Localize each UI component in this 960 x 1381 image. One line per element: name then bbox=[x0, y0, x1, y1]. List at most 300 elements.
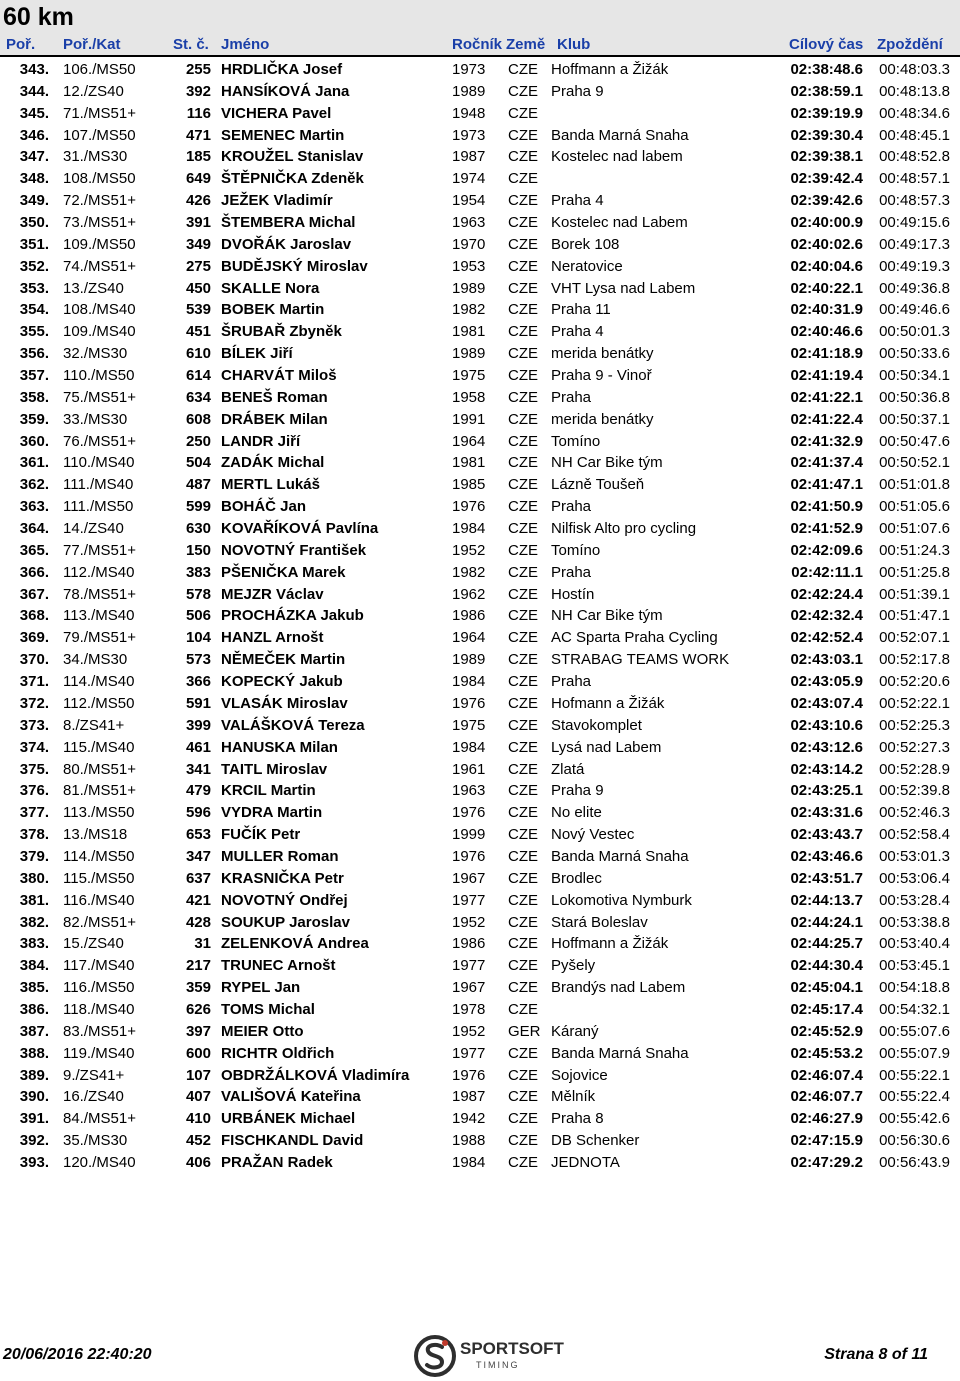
table-row bbox=[0, 890, 960, 912]
cell-category: 9./ZS41+ bbox=[63, 1066, 125, 1084]
cell-year: 1952 bbox=[452, 1022, 486, 1040]
cell-year: 1961 bbox=[452, 760, 486, 778]
cell-club: Praha bbox=[551, 673, 592, 691]
header-country: Země bbox=[506, 36, 546, 53]
cell-country: CZE bbox=[508, 847, 538, 865]
cell-year: 1982 bbox=[452, 301, 486, 319]
table-row bbox=[0, 518, 960, 540]
cell-position: 366. bbox=[19, 563, 49, 581]
cell-year: 1984 bbox=[452, 1153, 486, 1171]
header-club: Klub bbox=[557, 36, 591, 53]
cell-category: 72./MS51+ bbox=[63, 192, 136, 210]
cell-bib: 383 bbox=[185, 563, 211, 581]
cell-category: 115./MS40 bbox=[63, 738, 135, 756]
cell-country: CZE bbox=[508, 1153, 538, 1171]
cell-position: 389. bbox=[19, 1066, 49, 1084]
cell-year: 1970 bbox=[452, 235, 486, 253]
cell-name: RYPEL Jan bbox=[221, 979, 301, 997]
cell-name: ZELENKOVÁ Andrea bbox=[221, 935, 369, 953]
cell-country: CZE bbox=[508, 1132, 538, 1150]
cell-delay: 00:51:25.8 bbox=[879, 563, 950, 581]
cell-time: 02:38:59.1 bbox=[790, 82, 863, 100]
cell-country: CZE bbox=[508, 432, 538, 450]
cell-bib: 397 bbox=[185, 1022, 211, 1040]
cell-year: 1976 bbox=[452, 847, 486, 865]
cell-club: Lysá nad Labem bbox=[551, 738, 662, 756]
cell-category: 73./MS51+ bbox=[63, 214, 136, 232]
table-row bbox=[0, 977, 960, 999]
cell-category: 16./ZS40 bbox=[63, 1088, 124, 1106]
table-row bbox=[0, 431, 960, 453]
cell-position: 343. bbox=[19, 61, 49, 78]
cell-delay: 00:48:57.3 bbox=[879, 192, 950, 210]
cell-country: CZE bbox=[508, 126, 538, 144]
cell-position: 354. bbox=[19, 301, 49, 319]
cell-country: CZE bbox=[508, 520, 538, 538]
cell-bib: 451 bbox=[185, 323, 211, 341]
cell-year: 1948 bbox=[452, 104, 486, 122]
cell-bib: 626 bbox=[185, 1000, 211, 1018]
cell-country: CZE bbox=[508, 214, 538, 232]
cell-delay: 00:53:38.8 bbox=[879, 913, 950, 931]
cell-delay: 00:51:39.1 bbox=[879, 585, 950, 603]
cell-year: 1976 bbox=[452, 1066, 486, 1084]
cell-position: 384. bbox=[19, 957, 49, 975]
cell-position: 357. bbox=[19, 367, 49, 385]
cell-position: 375. bbox=[19, 760, 49, 778]
cell-delay: 00:48:52.8 bbox=[879, 148, 950, 166]
cell-delay: 00:52:17.8 bbox=[879, 651, 950, 669]
cell-country: CZE bbox=[508, 1088, 538, 1106]
cell-name: PRAŽAN Radek bbox=[221, 1153, 333, 1171]
cell-delay: 00:50:52.1 bbox=[879, 454, 950, 472]
cell-delay: 00:54:32.1 bbox=[879, 1000, 950, 1018]
cell-club: Banda Marná Snaha bbox=[551, 1044, 689, 1062]
cell-year: 1964 bbox=[452, 432, 486, 450]
cell-category: 112./MS40 bbox=[63, 563, 135, 581]
table-row bbox=[0, 1130, 960, 1152]
cell-year: 1967 bbox=[452, 979, 486, 997]
table-row bbox=[0, 715, 960, 737]
cell-name: MULLER Roman bbox=[221, 847, 339, 865]
cell-year: 1975 bbox=[452, 716, 486, 734]
cell-position: 393. bbox=[19, 1153, 49, 1171]
cell-bib: 341 bbox=[185, 760, 211, 778]
cell-name: URBÁNEK Michael bbox=[221, 1110, 356, 1128]
cell-delay: 00:51:01.8 bbox=[879, 476, 950, 494]
cell-bib: 504 bbox=[185, 454, 211, 472]
cell-club: JEDNOTA bbox=[551, 1153, 620, 1171]
cell-category: 79./MS51+ bbox=[63, 629, 136, 647]
cell-name: MEIER Otto bbox=[221, 1022, 304, 1040]
cell-time: 02:38:48.6 bbox=[790, 61, 863, 78]
cell-year: 1987 bbox=[452, 148, 486, 166]
cell-year: 1958 bbox=[452, 388, 486, 406]
cell-position: 386. bbox=[19, 1000, 49, 1018]
cell-position: 377. bbox=[19, 804, 49, 822]
cell-club: STRABAG TEAMS WORK bbox=[551, 651, 730, 669]
cell-country: CZE bbox=[508, 629, 538, 647]
cell-name: HANSÍKOVÁ Jana bbox=[221, 82, 350, 100]
cell-position: 365. bbox=[19, 541, 49, 559]
cell-name: TRUNEC Arnošt bbox=[221, 957, 336, 975]
table-row bbox=[0, 146, 960, 168]
cell-category: 15./ZS40 bbox=[63, 935, 124, 953]
cell-country: CZE bbox=[508, 367, 538, 385]
cell-bib: 471 bbox=[185, 126, 211, 144]
cell-position: 348. bbox=[19, 170, 49, 188]
cell-name: ŠTEMBERA Michal bbox=[221, 214, 356, 232]
cell-category: 111./MS50 bbox=[63, 498, 134, 516]
cell-position: 383. bbox=[19, 935, 49, 953]
header-pos: Poř. bbox=[6, 36, 36, 53]
cell-bib: 185 bbox=[185, 148, 211, 166]
cell-position: 380. bbox=[19, 869, 49, 887]
cell-time: 02:43:51.7 bbox=[790, 869, 863, 887]
cell-bib: 614 bbox=[185, 367, 211, 385]
cell-club: Pyšely bbox=[551, 957, 596, 975]
cell-bib: 591 bbox=[185, 694, 211, 712]
cell-club: Praha 9 bbox=[551, 82, 604, 100]
cell-club: Praha 8 bbox=[551, 1110, 604, 1128]
cell-delay: 00:53:28.4 bbox=[879, 891, 950, 909]
cell-year: 1977 bbox=[452, 957, 486, 975]
cell-position: 379. bbox=[19, 847, 49, 865]
cell-name: SOUKUP Jaroslav bbox=[221, 913, 350, 931]
cell-country: CZE bbox=[508, 651, 538, 669]
table-row bbox=[0, 605, 960, 627]
cell-name: BOHÁČ Jan bbox=[221, 498, 307, 516]
table-row bbox=[0, 1043, 960, 1065]
results-table bbox=[0, 59, 960, 1174]
cell-name: ŠRUBAŘ Zbyněk bbox=[221, 323, 342, 341]
cell-time: 02:41:50.9 bbox=[790, 498, 863, 516]
cell-bib: 608 bbox=[185, 410, 211, 428]
table-row bbox=[0, 846, 960, 868]
cell-name: MERTL Lukáš bbox=[221, 476, 320, 494]
cell-country: CZE bbox=[508, 301, 538, 319]
table-row bbox=[0, 409, 960, 431]
cell-club: Lázně Toušeň bbox=[551, 476, 645, 494]
cell-name: NOVOTNÝ František bbox=[221, 541, 367, 559]
cell-position: 356. bbox=[19, 345, 49, 363]
cell-bib: 406 bbox=[185, 1153, 211, 1171]
cell-time: 02:40:22.1 bbox=[790, 279, 863, 297]
cell-year: 1989 bbox=[452, 279, 486, 297]
cell-club: Hoffmann a Žižák bbox=[551, 935, 669, 953]
cell-country: CZE bbox=[508, 345, 538, 363]
cell-time: 02:41:22.4 bbox=[790, 410, 863, 428]
cell-country: CZE bbox=[508, 716, 538, 734]
cell-name: BÍLEK Jiří bbox=[221, 345, 293, 363]
cell-country: CZE bbox=[508, 104, 538, 122]
cell-time: 02:42:11.1 bbox=[791, 563, 863, 581]
cell-bib: 349 bbox=[185, 235, 211, 253]
cell-bib: 539 bbox=[185, 301, 211, 319]
cell-delay: 00:51:47.1 bbox=[879, 607, 950, 625]
table-row bbox=[0, 234, 960, 256]
cell-bib: 634 bbox=[185, 388, 211, 406]
cell-club: Tomíno bbox=[551, 541, 601, 559]
table-row bbox=[0, 1108, 960, 1130]
cell-club: Lokomotiva Nymburk bbox=[551, 891, 692, 909]
cell-category: 114./MS50 bbox=[63, 847, 135, 865]
cell-country: CZE bbox=[508, 235, 538, 253]
cell-delay: 00:50:33.6 bbox=[879, 345, 950, 363]
cell-bib: 250 bbox=[185, 432, 211, 450]
table-row bbox=[0, 540, 960, 562]
cell-name: HRDLIČKA Josef bbox=[221, 61, 343, 78]
cell-position: 349. bbox=[19, 192, 49, 210]
cell-time: 02:46:27.9 bbox=[790, 1110, 863, 1128]
cell-category: 106./MS50 bbox=[63, 61, 136, 78]
cell-delay: 00:51:24.3 bbox=[879, 541, 950, 559]
cell-category: 109./MS40 bbox=[63, 323, 136, 341]
cell-time: 02:39:19.9 bbox=[790, 104, 863, 122]
cell-club: NH Car Bike tým bbox=[551, 607, 663, 625]
cell-position: 369. bbox=[19, 629, 49, 647]
cell-position: 347. bbox=[19, 148, 49, 166]
cell-position: 371. bbox=[19, 673, 49, 691]
cell-bib: 217 bbox=[185, 957, 211, 975]
cell-position: 382. bbox=[19, 913, 49, 931]
cell-year: 1988 bbox=[452, 1132, 486, 1150]
cell-delay: 00:55:07.9 bbox=[879, 1044, 950, 1062]
cell-year: 1982 bbox=[452, 563, 486, 581]
cell-time: 02:46:07.7 bbox=[790, 1088, 863, 1106]
cell-time: 02:41:22.1 bbox=[790, 388, 863, 406]
cell-year: 1989 bbox=[452, 82, 486, 100]
table-row bbox=[0, 584, 960, 606]
cell-delay: 00:52:27.3 bbox=[879, 738, 950, 756]
cell-position: 367. bbox=[19, 585, 49, 603]
cell-category: 110./MS50 bbox=[63, 367, 135, 385]
cell-position: 355. bbox=[19, 323, 49, 341]
cell-name: KOVAŘÍKOVÁ Pavlína bbox=[221, 520, 379, 538]
table-row bbox=[0, 1021, 960, 1043]
cell-club: AC Sparta Praha Cycling bbox=[551, 629, 718, 647]
cell-time: 02:44:25.7 bbox=[790, 935, 863, 953]
cell-country: CZE bbox=[508, 957, 538, 975]
cell-club: Stavokomplet bbox=[551, 716, 642, 734]
cell-category: 71./MS51+ bbox=[63, 104, 136, 122]
table-row bbox=[0, 1152, 960, 1174]
cell-name: KOPECKÝ Jakub bbox=[221, 673, 343, 691]
table-row bbox=[0, 321, 960, 343]
cell-country: CZE bbox=[508, 1000, 538, 1018]
cell-bib: 506 bbox=[185, 607, 211, 625]
cell-category: 108./MS40 bbox=[63, 301, 136, 319]
cell-year: 1986 bbox=[452, 935, 486, 953]
cell-time: 02:43:14.2 bbox=[790, 760, 863, 778]
cell-name: KRCIL Martin bbox=[221, 782, 316, 800]
cell-category: 113./MS40 bbox=[63, 607, 135, 625]
cell-category: 14./ZS40 bbox=[63, 520, 124, 538]
cell-category: 80./MS51+ bbox=[63, 760, 136, 778]
cell-name: PŠENIČKA Marek bbox=[221, 563, 346, 581]
cell-year: 1964 bbox=[452, 629, 486, 647]
cell-country: CZE bbox=[508, 82, 538, 100]
cell-country: CZE bbox=[508, 388, 538, 406]
table-row bbox=[0, 256, 960, 278]
cell-name: KROUŽEL Stanislav bbox=[221, 148, 364, 166]
cell-category: 110./MS40 bbox=[63, 454, 135, 472]
cell-position: 364. bbox=[19, 520, 49, 538]
cell-country: GER bbox=[508, 1022, 541, 1040]
cell-delay: 00:48:57.1 bbox=[879, 170, 950, 188]
table-row bbox=[0, 168, 960, 190]
cell-club: Borek 108 bbox=[551, 235, 620, 253]
header-name: Jméno bbox=[221, 36, 270, 53]
cell-bib: 450 bbox=[185, 279, 211, 297]
cell-delay: 00:56:43.9 bbox=[879, 1153, 950, 1171]
cell-time: 02:45:53.2 bbox=[790, 1044, 863, 1062]
cell-category: 34./MS30 bbox=[63, 651, 128, 669]
cell-time: 02:47:29.2 bbox=[790, 1153, 863, 1171]
cell-country: CZE bbox=[508, 541, 538, 559]
cell-club: Brodlec bbox=[551, 869, 602, 887]
table-row bbox=[0, 824, 960, 846]
cell-position: 392. bbox=[19, 1132, 49, 1150]
cell-time: 02:39:38.1 bbox=[790, 148, 863, 166]
table-row bbox=[0, 103, 960, 125]
cell-time: 02:39:42.6 bbox=[790, 192, 863, 210]
cell-club: Hoffmann a Žižák bbox=[551, 61, 669, 78]
cell-time: 02:40:46.6 bbox=[790, 323, 863, 341]
cell-position: 387. bbox=[19, 1022, 49, 1040]
cell-year: 1967 bbox=[452, 869, 486, 887]
cell-time: 02:42:32.4 bbox=[790, 607, 863, 625]
table-row bbox=[0, 81, 960, 103]
page-title: 60 km bbox=[3, 3, 74, 31]
cell-time: 02:44:13.7 bbox=[790, 891, 863, 909]
cell-time: 02:40:02.6 bbox=[790, 235, 863, 253]
cell-club: Praha 9 bbox=[551, 782, 604, 800]
cell-country: CZE bbox=[508, 454, 538, 472]
cell-country: CZE bbox=[508, 498, 538, 516]
cell-delay: 00:54:18.8 bbox=[879, 979, 950, 997]
table-row bbox=[0, 627, 960, 649]
cell-delay: 00:55:22.4 bbox=[879, 1088, 950, 1106]
cell-delay: 00:52:22.1 bbox=[879, 694, 950, 712]
cell-country: CZE bbox=[508, 673, 538, 691]
cell-category: 111./MS40 bbox=[63, 476, 134, 494]
cell-bib: 599 bbox=[185, 498, 211, 516]
cell-position: 390. bbox=[19, 1088, 49, 1106]
table-row bbox=[0, 365, 960, 387]
cell-club: Nilfisk Alto pro cycling bbox=[551, 520, 697, 538]
cell-club: Sojovice bbox=[551, 1066, 608, 1084]
cell-time: 02:43:03.1 bbox=[790, 651, 863, 669]
cell-time: 02:41:32.9 bbox=[790, 432, 863, 450]
cell-time: 02:43:43.7 bbox=[790, 826, 863, 844]
cell-name: TOMS Michal bbox=[221, 1000, 315, 1018]
cell-time: 02:41:47.1 bbox=[790, 476, 863, 494]
cell-position: 346. bbox=[19, 126, 49, 144]
cell-country: CZE bbox=[508, 1044, 538, 1062]
table-row bbox=[0, 212, 960, 234]
table-row bbox=[0, 780, 960, 802]
cell-category: 13./MS18 bbox=[63, 826, 128, 844]
cell-name: VALIŠOVÁ Kateřina bbox=[221, 1088, 361, 1106]
cell-country: CZE bbox=[508, 410, 538, 428]
cell-bib: 31 bbox=[194, 935, 211, 953]
cell-bib: 487 bbox=[185, 476, 211, 494]
cell-country: CZE bbox=[508, 804, 538, 822]
cell-year: 1989 bbox=[452, 345, 486, 363]
cell-category: 13./ZS40 bbox=[63, 279, 124, 297]
cell-position: 352. bbox=[19, 257, 49, 275]
cell-country: CZE bbox=[508, 869, 538, 887]
cell-year: 1973 bbox=[452, 126, 486, 144]
cell-name: DRÁBEK Milan bbox=[221, 410, 328, 428]
cell-bib: 399 bbox=[185, 716, 211, 734]
cell-club: Kostelec nad Labem bbox=[551, 214, 688, 232]
cell-name: NOVOTNÝ Ondřej bbox=[221, 891, 348, 909]
cell-delay: 00:49:17.3 bbox=[879, 235, 950, 253]
cell-delay: 00:51:07.6 bbox=[879, 520, 950, 538]
cell-delay: 00:52:58.4 bbox=[879, 826, 950, 844]
cell-category: 107./MS50 bbox=[63, 126, 136, 144]
cell-name: HANUSKA Milan bbox=[221, 738, 338, 756]
cell-year: 1977 bbox=[452, 891, 486, 909]
cell-year: 1976 bbox=[452, 694, 486, 712]
cell-position: 345. bbox=[19, 104, 49, 122]
cell-bib: 392 bbox=[185, 82, 211, 100]
cell-position: 344. bbox=[19, 82, 49, 100]
cell-category: 119./MS40 bbox=[63, 1044, 135, 1062]
cell-delay: 00:48:03.3 bbox=[879, 61, 950, 78]
cell-bib: 426 bbox=[185, 192, 211, 210]
cell-time: 02:40:04.6 bbox=[790, 257, 863, 275]
cell-country: CZE bbox=[508, 738, 538, 756]
table-row bbox=[0, 278, 960, 300]
cell-delay: 00:52:28.9 bbox=[879, 760, 950, 778]
cell-name: VICHERA Pavel bbox=[221, 104, 332, 122]
cell-club: Praha bbox=[551, 563, 592, 581]
table-row bbox=[0, 1065, 960, 1087]
header-delay: Zpoždění bbox=[877, 36, 943, 53]
cell-category: 108./MS50 bbox=[63, 170, 136, 188]
cell-name: BUDĚJSKÝ Miroslav bbox=[221, 257, 368, 275]
table-row bbox=[0, 933, 960, 955]
cell-club: Mělník bbox=[551, 1088, 596, 1106]
logo-text: SPORTSOFT bbox=[460, 1339, 564, 1358]
cell-country: CZE bbox=[508, 891, 538, 909]
footer-page-number: Strana 8 of 11 bbox=[824, 1346, 928, 1363]
cell-delay: 00:53:45.1 bbox=[879, 957, 950, 975]
cell-name: MEJZR Václav bbox=[221, 585, 324, 603]
cell-position: 378. bbox=[19, 826, 49, 844]
cell-year: 1976 bbox=[452, 498, 486, 516]
cell-time: 02:42:24.4 bbox=[790, 585, 863, 603]
cell-time: 02:39:30.4 bbox=[790, 126, 863, 144]
cell-club: merida benátky bbox=[551, 345, 654, 363]
cell-name: VLASÁK Miroslav bbox=[221, 694, 348, 712]
cell-bib: 610 bbox=[185, 345, 211, 363]
cell-category: 74./MS51+ bbox=[63, 257, 136, 275]
cell-club: Káraný bbox=[551, 1022, 599, 1040]
cell-position: 359. bbox=[19, 410, 49, 428]
table-row bbox=[0, 496, 960, 518]
cell-time: 02:41:19.4 bbox=[790, 367, 863, 385]
cell-time: 02:44:24.1 bbox=[790, 913, 863, 931]
cell-bib: 578 bbox=[185, 585, 211, 603]
cell-name: BOBEK Martin bbox=[221, 301, 325, 319]
cell-year: 1973 bbox=[452, 61, 486, 78]
cell-time: 02:43:25.1 bbox=[790, 782, 863, 800]
cell-bib: 630 bbox=[185, 520, 211, 538]
